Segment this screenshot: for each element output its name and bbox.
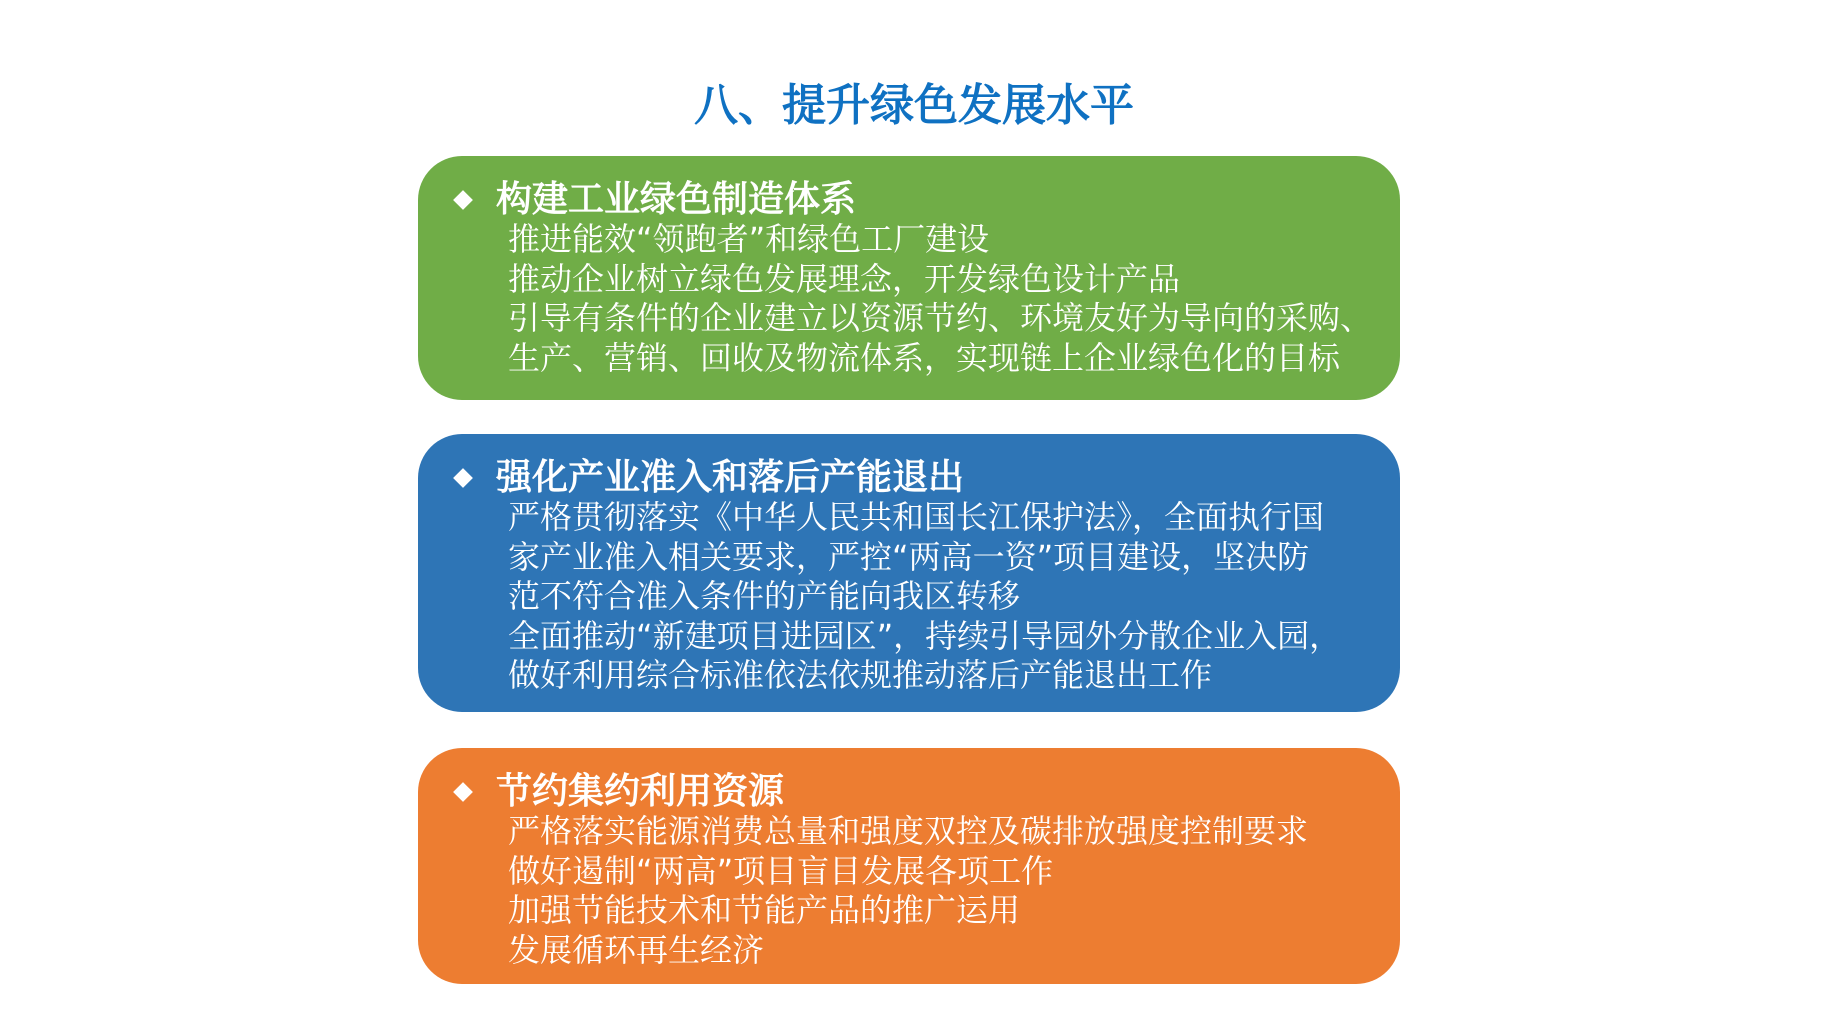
section-line: 范不符合准入条件的产能向我区转移 — [508, 577, 1021, 615]
section-card-green — [418, 156, 1400, 400]
section-heading-text: 构建工业绿色制造体系 — [496, 179, 857, 220]
section-line: 做好遏制“两高”项目盲目发展各项工作 — [508, 851, 1054, 890]
diamond-bullet-icon — [453, 468, 473, 488]
section-line: 家产业准入相关要求，严控“两高一资”项目建设，坚决防 — [508, 537, 1310, 576]
section-line: 引导有条件的企业建立以资源节约、环境友好为导向的采购、 — [508, 299, 1373, 337]
section-line: 做好利用综合标准依法依规推动落后产能退出工作 — [508, 656, 1213, 694]
section-line: 推动企业树立绿色发展理念，开发绿色设计产品 — [508, 259, 1181, 298]
section-heading — [456, 178, 1400, 222]
section-card-orange — [418, 748, 1400, 984]
section-line: 发展循环再生经济 — [508, 930, 765, 969]
section-line: 加强节能技术和节能产品的推广运用 — [508, 891, 1021, 929]
section-line: 全面推动“新建项目进园区”，持续引导园外分散企业入园， — [508, 616, 1342, 655]
section-heading — [456, 770, 1400, 814]
section-heading-text: 强化产业准入和落后产能退出 — [496, 457, 965, 498]
section-card-blue — [418, 434, 1400, 712]
diamond-bullet-icon — [453, 190, 473, 210]
section-line: 生产、营销、回收及物流体系，实现链上企业绿色化的目标 — [508, 338, 1341, 377]
page-title: 八、提升绿色发展水平 — [694, 80, 1134, 131]
section-heading — [456, 456, 1400, 500]
section-body — [508, 498, 1400, 696]
section-heading-text: 节约集约利用资源 — [496, 771, 785, 812]
section-body — [508, 812, 1400, 970]
section-line: 严格贯彻落实《中华人民共和国长江保护法》，全面执行国 — [508, 498, 1325, 536]
section-line: 推进能效“领跑者”和绿色工厂建设 — [508, 220, 990, 258]
diamond-bullet-icon — [453, 782, 473, 802]
section-line: 严格落实能源消费总量和强度双控及碳排放强度控制要求 — [508, 812, 1309, 850]
section-body — [508, 220, 1400, 378]
